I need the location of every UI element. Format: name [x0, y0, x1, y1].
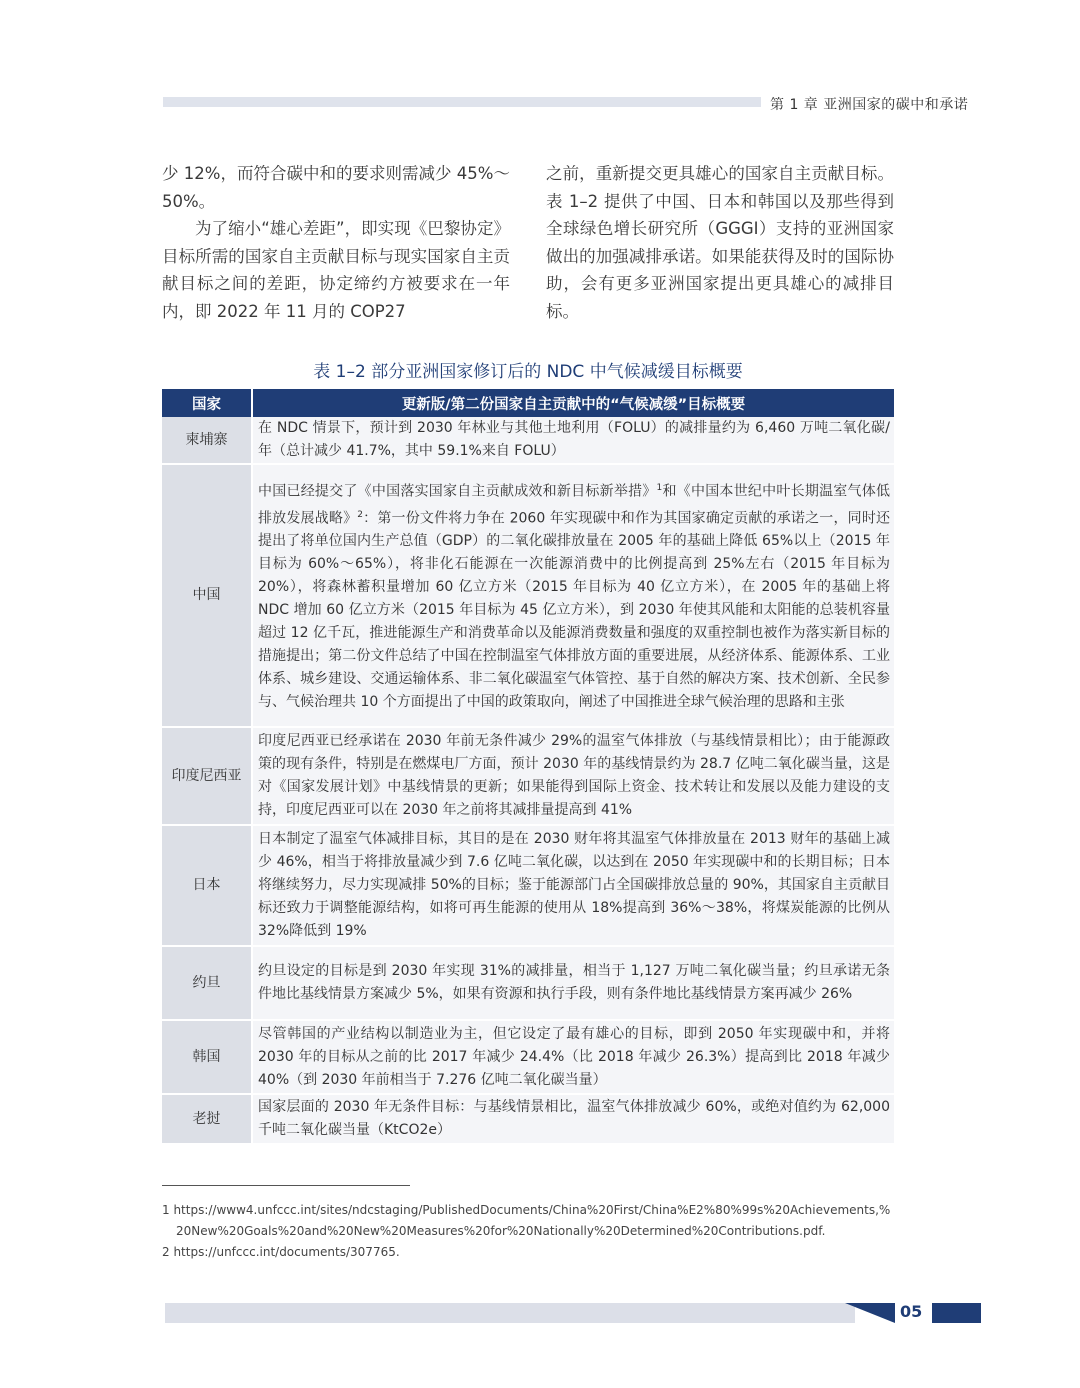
page-number: 05	[900, 1302, 923, 1321]
table-row	[162, 417, 894, 464]
column-header-summary: 更新版/第二份国家自主贡献中的“气候减缓”目标概要	[252, 389, 894, 417]
footer-band	[165, 1303, 855, 1323]
footnotes	[162, 1200, 892, 1263]
summary-cell: 印度尼西亚已经承诺在 2030 年前无条件减少 29%的温室气体排放（与基线情景相比）；由于能源政策的现有条件，特别是在燃煤电厂方面，预计 2030 年的基线情景约为 28.7 亿吨二氧化碳当量，这是对《国家发展计划》中基线情景的更新；如果能得到国际上资金、技术转让和发展以及能力建设的支持，印度尼西亚可以在 2030 年之前将其减排量提高到 41%	[252, 727, 894, 825]
table-caption: 表 1–2 部分亚洲国家修订后的 NDC 中气候减缓目标概要	[313, 362, 743, 382]
summary-cell: 在 NDC 情景下，预计到 2030 年林业与其他土地利用（FOLU）的减排量约为 6,460 万吨二氧化碳/年（总计减少 41.7%，其中 59.1%来自 FOLU）	[252, 417, 894, 464]
summary-text: 和《中国本世纪中叶长期温室气体低排放发展战略》	[258, 483, 890, 527]
table-row	[162, 464, 894, 727]
summary-cell: 日本制定了温室气体减排目标，其目的是在 2030 财年将其温室气体排放量在 2013 财年的基础上减少 46%，相当于将排放量减少到 7.6 亿吨二氧化碳，以达到在 2050 年实现碳中和的长期目标；日本将继续努力，尽力实现减排 50%的目标；鉴于能源部门占全国碳排放总量的 90%，其国家自主贡献目标还致力于调整能源结构，如将可再生能源的使用从 18%提高到 36%～38%，将煤炭能源的比例从 32%降低到 19%	[252, 825, 894, 946]
table-header-row	[162, 389, 894, 417]
footer-block	[932, 1303, 981, 1323]
footnote-ref: 2	[357, 509, 363, 520]
header-band	[163, 97, 761, 107]
column-header-country: 国家	[162, 389, 252, 417]
footnote: 1 https://www4.unfccc.int/sites/ndcstaging/PublishedDocuments/China%20First/China%E2%80%99s%20Achievements,%20New%20Goals%20and%20New%20Measures%20for%20Nationally%20Determined%20Contributions.pdf.	[162, 1203, 891, 1238]
body-right-column	[546, 160, 894, 325]
ndc-table	[162, 389, 894, 1145]
country-cell: 柬埔寨	[162, 417, 252, 464]
summary-cell	[252, 464, 894, 727]
paragraph: 之前，重新提交更具雄心的国家自主贡献目标。表 1–2 提供了中国、日本和韩国以及那些得到全球绿色增长研究所（GGGI）支持的亚洲国家做出的加强减排承诺。如果能获得及时的国际协助，会有更多亚洲国家提出更具雄心的减排目标。	[546, 164, 894, 321]
paragraph: 少 12%，而符合碳中和的要求则需减少 45%～50%。	[162, 164, 510, 211]
table-row	[162, 727, 894, 825]
country-cell: 印度尼西亚	[162, 727, 252, 825]
footnote-divider	[162, 1185, 410, 1186]
footnote: 2 https://unfccc.int/documents/307765.	[162, 1245, 400, 1259]
country-cell: 老挝	[162, 1094, 252, 1144]
chapter-header: 第 1 章 亚洲国家的碳中和承诺	[770, 97, 969, 113]
summary-text: ：第一份文件将力争在 2060 年实现碳中和作为其国家确定贡献的承诺之一，同时还提出了将单位国内生产总值（GDP）的二氧化碳排放量在 2005 年的基础上降低 65%以上（2015 年目标为 60%～65%），将非化石能源在一次能源消费中的比例提高到 25%左右（2015 年目标为 20%），将森林蓄积量增加 60 亿立方米（2015 年目标为 40 亿立方米），在 2005 年的基础上将 NDC 增加 60 亿立方米（2015 年目标为 45 亿立方米），到 2030 年使其风能和太阳能的总装机容量超过 12 亿千瓦，推进能源生产和消费革命以及能源消费数量和强度的双重控制也被作为落实新目标的措施提出；第二份文件总结了中国在控制温室气体排放方面的重要进展，从经济体系、能源体系、工业体系、城乡建设、交通运输体系、非二氧化碳温室气体管控、基于自然的解决方案、技术创新、全民参与、气候治理共 10 个方面提出了中国的政策取向，阐述了中国推进全球气候治理的思路和主张	[258, 510, 891, 711]
body-left-column	[162, 160, 510, 325]
footnote-ref: 1	[656, 482, 663, 493]
country-cell: 中国	[162, 464, 252, 727]
country-cell: 韩国	[162, 1020, 252, 1094]
table-row	[162, 825, 894, 946]
country-cell: 日本	[162, 825, 252, 946]
summary-cell: 国家层面的 2030 年无条件目标：与基线情景相比，温室气体排放减少 60%，或绝对值约为 62,000 千吨二氧化碳当量（KtCO2e）	[252, 1094, 894, 1144]
summary-cell: 约旦设定的目标是到 2030 年实现 31%的减排量，相当于 1,127 万吨二氧化碳当量；约旦承诺无条件地比基线情景方案减少 5%，如果有资源和执行手段，则有条件地比基线情景方案再减少 26%	[252, 946, 894, 1020]
table-row	[162, 1094, 894, 1144]
table-row	[162, 1020, 894, 1094]
country-cell: 约旦	[162, 946, 252, 1020]
summary-text: 中国已经提交了《中国落实国家自主贡献成效和新目标新举措》	[258, 483, 657, 500]
table-row	[162, 946, 894, 1020]
paragraph: 为了缩小“雄心差距”，即实现《巴黎协定》目标所需的国家自主贡献目标与现实国家自主贡献目标之间的差距，协定缔约方被要求在一年内，即 2022 年 11 月的 COP27	[162, 219, 510, 321]
summary-cell: 尽管韩国的产业结构以制造业为主，但它设定了最有雄心的目标，即到 2050 年实现碳中和，并将 2030 年的目标从之前的比 2017 年减少 24.4%（比 2018 年减少 26.3%）提高到比 2018 年减少 40%（到 2030 年前相当于 7.276 亿吨二氧化碳当量）	[252, 1020, 894, 1094]
